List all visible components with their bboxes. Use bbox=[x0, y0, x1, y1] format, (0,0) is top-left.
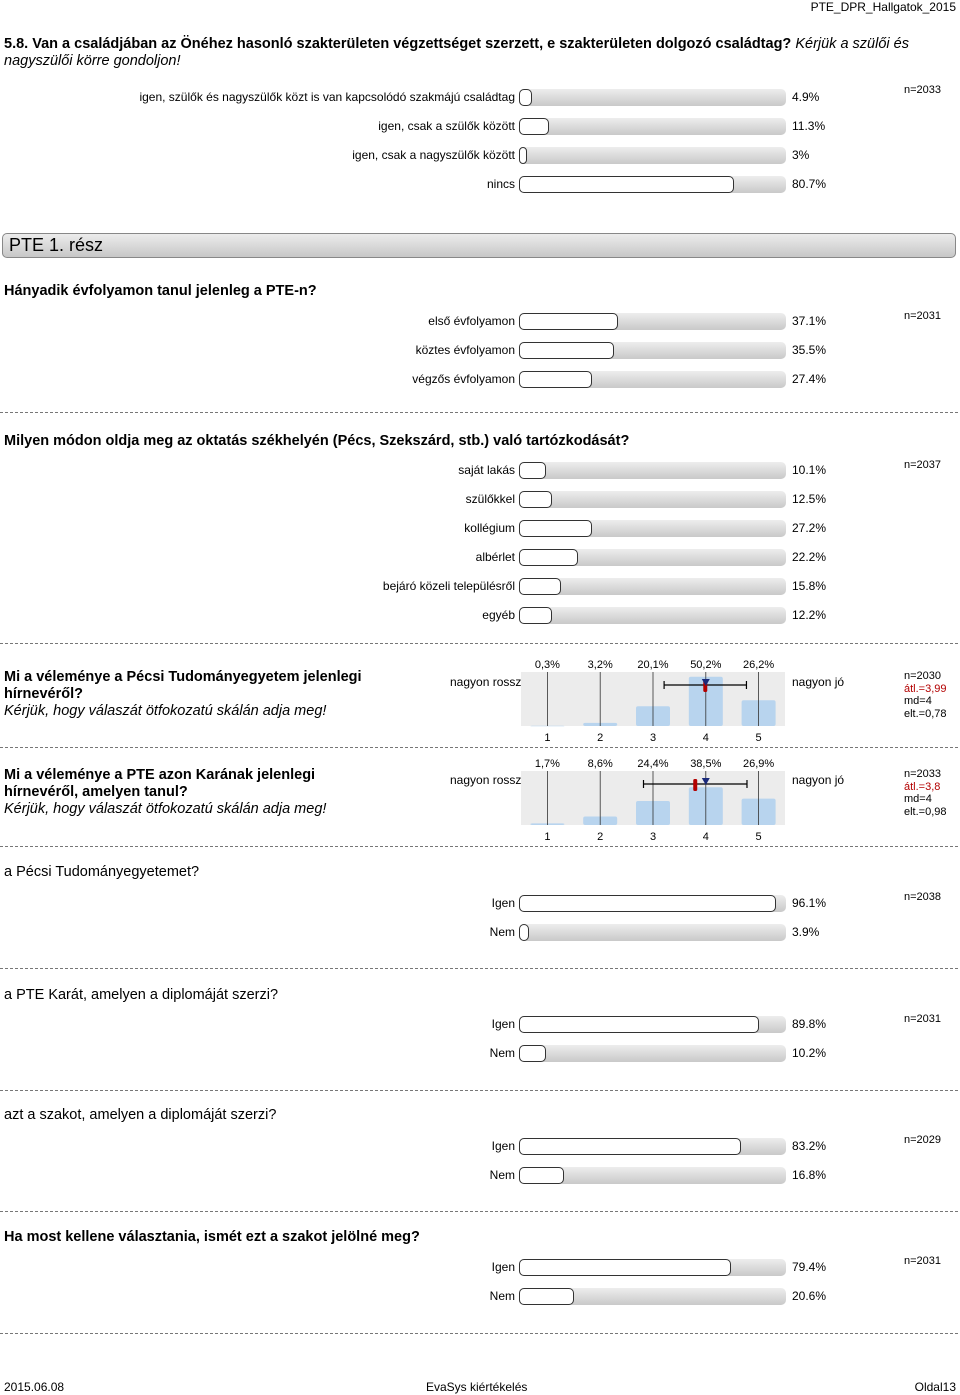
scale-right-label: nagyon jó bbox=[792, 675, 845, 689]
n-count: n=2033 bbox=[904, 84, 942, 96]
answer-label: Igen bbox=[491, 896, 515, 910]
bar-track bbox=[519, 520, 786, 537]
bar-track bbox=[519, 1259, 786, 1276]
answer-row bbox=[0, 341, 960, 361]
answer-row bbox=[0, 370, 960, 390]
scale-tick-label: 5 bbox=[755, 831, 762, 843]
document-id: PTE_DPR_Hallgatok_2015 bbox=[810, 0, 956, 14]
bar-fill bbox=[519, 1016, 759, 1033]
scale-subtitle: Kérjük, hogy válaszát ötfokozatú skálán adja meg! bbox=[4, 801, 327, 817]
scale-stats-2 bbox=[904, 768, 947, 818]
answer-row bbox=[0, 577, 960, 597]
n-count: n=2029 bbox=[904, 1134, 942, 1146]
answer-label: igen, szülők és nagyszülők közt is van kapcsolódó szakmájú családtag bbox=[139, 90, 515, 104]
scale-tick-label: 1 bbox=[544, 831, 551, 843]
answer-label: végzős évfolyamon bbox=[412, 372, 515, 386]
answer-label: Igen bbox=[491, 1017, 515, 1031]
n-count: n=2031 bbox=[904, 1013, 942, 1025]
answer-percent: 12.2% bbox=[792, 608, 827, 622]
mean-marker bbox=[693, 779, 697, 791]
stat-n: n=2033 bbox=[904, 768, 942, 780]
bar-percent-label: 50,2% bbox=[690, 659, 722, 671]
n-count: n=2031 bbox=[904, 310, 942, 322]
bar-fill bbox=[519, 1288, 574, 1305]
answer-row bbox=[0, 1015, 960, 1035]
n-count: n=2031 bbox=[904, 1255, 942, 1267]
stat-median: md=4 bbox=[904, 695, 932, 707]
footer-title: EvaSys kiértékelés bbox=[426, 1380, 528, 1394]
answer-label: Nem bbox=[489, 1046, 515, 1060]
section-title: PTE 1. rész bbox=[9, 235, 104, 255]
bar-track bbox=[519, 549, 786, 566]
answer-label: köztes évfolyamon bbox=[415, 343, 515, 357]
bar-fill bbox=[519, 1138, 741, 1155]
scale-stats-1 bbox=[904, 670, 947, 720]
scale-tick-label: 4 bbox=[702, 732, 709, 744]
answer-row bbox=[0, 606, 960, 626]
bar-percent-label: 20,1% bbox=[637, 659, 669, 671]
scale-tick-label: 2 bbox=[597, 831, 604, 843]
bar-percent-label: 26,9% bbox=[742, 758, 775, 770]
scale-title: Mi a véleménye a PTE azon Karának jelenlegi hírnevéről, amelyen tanul? bbox=[4, 767, 316, 800]
answer-percent: 4.9% bbox=[792, 90, 820, 104]
answer-percent: 3.9% bbox=[792, 925, 820, 939]
answer-percent: 27.2% bbox=[792, 521, 827, 535]
bar-track bbox=[519, 118, 786, 135]
bar-track bbox=[519, 176, 786, 193]
stat-sd: elt.=0,98 bbox=[904, 805, 947, 818]
bar-fill bbox=[519, 1045, 546, 1062]
bar-track bbox=[519, 1045, 786, 1062]
n-count: n=2037 bbox=[904, 459, 942, 471]
answer-percent: 22.2% bbox=[792, 550, 827, 564]
bar-track bbox=[519, 462, 786, 479]
answer-row bbox=[0, 117, 960, 137]
question-title-major: azt a szakot, amelyen a diplomáját szerzi? bbox=[4, 1107, 277, 1123]
bar-track bbox=[519, 89, 786, 106]
scale-subtitle: Kérjük, hogy válaszát ötfokozatú skálán adja meg! bbox=[4, 703, 327, 719]
stat-mean: átl.=3,99 bbox=[904, 682, 947, 695]
answer-percent: 35.5% bbox=[792, 343, 827, 357]
answer-row bbox=[0, 1166, 960, 1186]
answer-label: Nem bbox=[489, 925, 515, 939]
bar-fill bbox=[519, 342, 614, 359]
answer-percent: 16.8% bbox=[792, 1168, 827, 1182]
bar-percent-label: 26,2% bbox=[742, 659, 775, 671]
divider bbox=[0, 846, 958, 847]
divider bbox=[0, 747, 958, 748]
bar-fill bbox=[519, 578, 561, 595]
answer-row bbox=[0, 146, 960, 166]
answer-row bbox=[0, 490, 960, 510]
bar-percent-label: 3,2% bbox=[587, 659, 613, 671]
answer-percent: 10.2% bbox=[792, 1046, 827, 1060]
bar-track bbox=[519, 578, 786, 595]
bar-track bbox=[519, 607, 786, 624]
bar-fill bbox=[519, 607, 552, 624]
question-title-faculty: a PTE Karát, amelyen a diplomáját szerzi? bbox=[4, 987, 279, 1003]
bar-fill bbox=[519, 118, 549, 135]
answer-row bbox=[0, 519, 960, 539]
answer-label: Nem bbox=[489, 1289, 515, 1303]
divider bbox=[0, 1090, 958, 1091]
answer-label: szülőkkel bbox=[465, 492, 515, 506]
answer-label: albérlet bbox=[475, 550, 515, 564]
answer-label: Igen bbox=[491, 1260, 515, 1274]
bar-fill bbox=[519, 1259, 731, 1276]
answer-row bbox=[0, 1287, 960, 1307]
answer-label: bejáró közeli településről bbox=[382, 579, 515, 593]
bar-fill bbox=[519, 462, 546, 479]
bar-fill bbox=[519, 89, 532, 106]
answer-row bbox=[0, 312, 960, 332]
scale-question-1 bbox=[4, 669, 384, 720]
scale-tick-label: 4 bbox=[702, 831, 709, 843]
bar-fill bbox=[519, 491, 552, 508]
question-title-pte: a Pécsi Tudományegyetemet? bbox=[4, 864, 200, 880]
answer-row bbox=[0, 1137, 960, 1157]
bar-percent-label: 0,3% bbox=[534, 659, 560, 671]
question-title-year: Hányadik évfolyamon tanul jelenleg a PTE-n? bbox=[4, 283, 317, 299]
answer-label: egyéb bbox=[482, 608, 515, 622]
scale-left-label: nagyon rossz bbox=[450, 675, 522, 689]
answer-row bbox=[0, 88, 960, 108]
bar-fill bbox=[519, 549, 578, 566]
bar-fill bbox=[519, 895, 776, 912]
scale-tick-label: 2 bbox=[597, 732, 604, 744]
divider bbox=[0, 1211, 958, 1212]
answer-row bbox=[0, 1258, 960, 1278]
bar-fill bbox=[519, 1167, 564, 1184]
question-title-again: Ha most kellene választania, ismét ezt a szakot jelölné meg? bbox=[4, 1229, 420, 1245]
answer-percent: 11.3% bbox=[792, 119, 826, 133]
bar-track bbox=[519, 1016, 786, 1033]
answer-row bbox=[0, 923, 960, 943]
question-subtitle: Kérjük a szülői és nagyszülői körre gondoljon! bbox=[4, 36, 909, 69]
bar-percent-label: 8,6% bbox=[587, 758, 613, 770]
answer-percent: 27.4% bbox=[792, 372, 827, 386]
answer-label: Igen bbox=[491, 1139, 515, 1153]
bar-track bbox=[519, 1288, 786, 1305]
bar-percent-label: 38,5% bbox=[690, 758, 722, 770]
answer-percent: 10.1% bbox=[792, 463, 827, 477]
bar-fill bbox=[519, 371, 592, 388]
scale-tick-label: 1 bbox=[544, 732, 551, 744]
bar-track bbox=[519, 147, 786, 164]
answer-percent: 12.5% bbox=[792, 492, 827, 506]
answer-row bbox=[0, 175, 960, 195]
footer-date: 2015.06.08 bbox=[4, 1380, 65, 1394]
divider bbox=[0, 1333, 958, 1334]
stat-sd: elt.=0,78 bbox=[904, 707, 947, 720]
bar-track bbox=[519, 1167, 786, 1184]
bar-track bbox=[519, 313, 786, 330]
scale-histogram-2 bbox=[519, 755, 789, 845]
bar-fill bbox=[519, 147, 527, 164]
answer-percent: 20.6% bbox=[792, 1289, 827, 1303]
bar-track bbox=[519, 1138, 786, 1155]
answer-label: igen, csak a nagyszülők között bbox=[352, 148, 515, 162]
answer-percent: 37.1% bbox=[792, 314, 827, 328]
bar-fill bbox=[519, 520, 592, 537]
footer-page: Oldal13 bbox=[914, 1380, 956, 1394]
stat-mean: átl.=3,8 bbox=[904, 780, 941, 793]
question-title-housing: Milyen módon oldja meg az oktatás székhelyén (Pécs, Szekszárd, stb.) való tartózkodását? bbox=[4, 433, 630, 449]
answer-percent: 15.8% bbox=[792, 579, 827, 593]
answer-row bbox=[0, 1044, 960, 1064]
answer-row bbox=[0, 548, 960, 568]
answer-percent: 80.7% bbox=[792, 177, 827, 191]
scale-title: Mi a véleménye a Pécsi Tudományegyetem jelenlegi hírnevéről? bbox=[4, 669, 362, 702]
scale-histogram-1 bbox=[519, 656, 789, 746]
answer-percent: 83.2% bbox=[792, 1139, 827, 1153]
answer-percent: 89.8% bbox=[792, 1017, 827, 1031]
section-header bbox=[2, 233, 956, 258]
scale-right-label: nagyon jó bbox=[792, 773, 845, 787]
bar-percent-label: 1,7% bbox=[534, 758, 560, 770]
answer-percent: 3% bbox=[792, 148, 810, 162]
bar-fill bbox=[519, 313, 618, 330]
scale-tick-label: 3 bbox=[649, 831, 657, 843]
answer-row bbox=[0, 894, 960, 914]
bar-track bbox=[519, 924, 786, 941]
scale-left-label: nagyon rossz bbox=[450, 773, 522, 787]
answer-label: nincs bbox=[486, 177, 515, 191]
answer-label: igen, csak a szülők között bbox=[378, 119, 515, 133]
bar-fill bbox=[519, 924, 529, 941]
n-count: n=2038 bbox=[904, 891, 942, 903]
stat-n: n=2030 bbox=[904, 670, 942, 682]
scale-tick-label: 3 bbox=[649, 732, 657, 744]
divider bbox=[0, 968, 958, 969]
bar-track bbox=[519, 342, 786, 359]
answer-row bbox=[0, 461, 960, 481]
answer-percent: 79.4% bbox=[792, 1260, 827, 1274]
answer-label: kollégium bbox=[464, 521, 515, 535]
answer-label: saját lakás bbox=[458, 463, 515, 477]
scale-tick-label: 5 bbox=[755, 732, 762, 744]
divider bbox=[0, 412, 958, 413]
bar-track bbox=[519, 895, 786, 912]
answer-label: Nem bbox=[489, 1168, 515, 1182]
bar-track bbox=[519, 491, 786, 508]
stat-median: md=4 bbox=[904, 793, 932, 805]
bar-fill bbox=[519, 176, 734, 193]
answer-label: első évfolyamon bbox=[428, 314, 515, 328]
bar-percent-label: 24,4% bbox=[637, 758, 669, 770]
question-title-5-8 bbox=[4, 36, 934, 70]
answer-percent: 96.1% bbox=[792, 896, 827, 910]
scale-question-2 bbox=[4, 767, 384, 818]
question-title-text: 5.8. Van a családjában az Önéhez hasonló szakterületen végzettséget szerzett, e szakterületen dolgozó családtag? bbox=[4, 36, 792, 52]
bar-track bbox=[519, 371, 786, 388]
divider bbox=[0, 643, 958, 644]
